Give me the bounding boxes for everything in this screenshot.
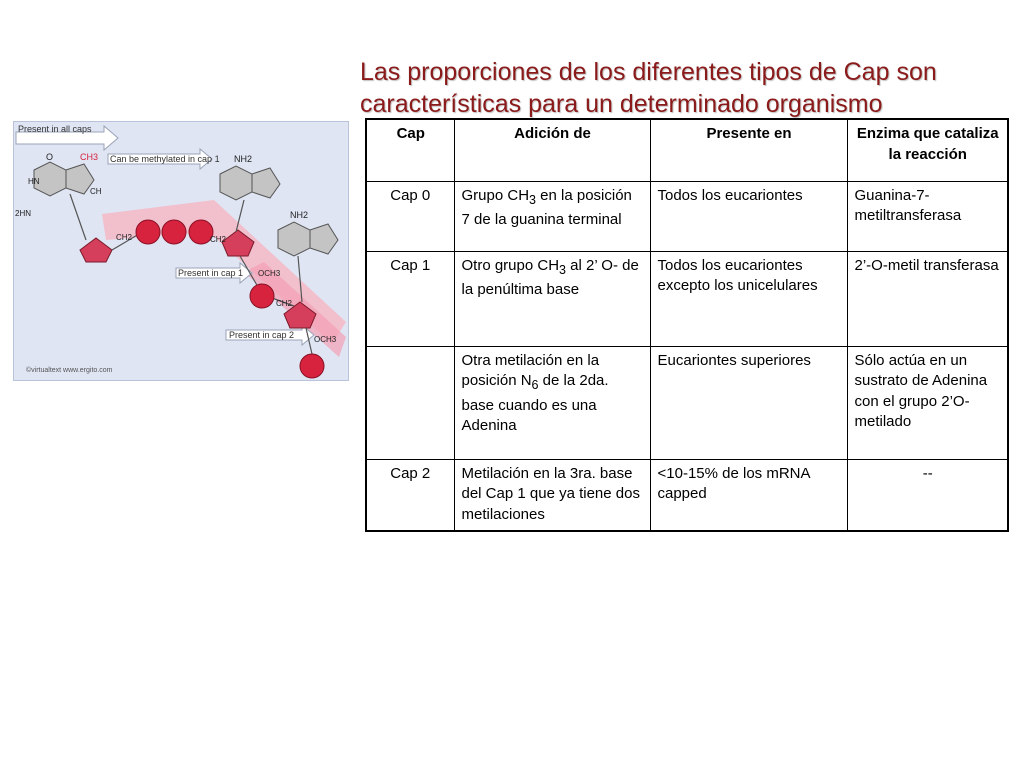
cell-adicion-subscript: 6	[531, 378, 539, 392]
cell-cap: Cap 2	[366, 459, 454, 531]
figure-credit: ©virtualtext www.ergito.com	[26, 367, 113, 374]
slide-title-line-2: características para un determinado organismo	[360, 90, 883, 118]
label-hn: HN	[28, 177, 40, 186]
cell-adicion-text: Grupo CH	[461, 186, 530, 204]
label-och3-b: OCH3	[314, 335, 337, 344]
label-ch2-b: CH2	[210, 235, 227, 244]
phosphate-4	[250, 284, 274, 308]
header-cap: Cap	[366, 119, 454, 181]
header-adicion: Adición de	[454, 119, 650, 181]
cell-presente: Todos los eucariontes excepto los unicelulares	[650, 251, 847, 346]
header-presente: Presente en	[650, 119, 847, 181]
adenine-1-ring-6	[220, 166, 252, 200]
label-present-all-caps: Present in all caps	[18, 124, 92, 134]
label-och3-a: OCH3	[258, 269, 281, 278]
adenine-1-ring-5	[252, 168, 280, 198]
cell-adicion-text: Otro grupo CH	[461, 256, 560, 274]
cell-presente: <10-15% de los mRNA capped	[650, 459, 847, 531]
label-o: O	[46, 152, 54, 162]
phosphate-2	[162, 220, 186, 244]
cell-cap: Cap 1	[366, 251, 454, 346]
cell-adicion	[454, 181, 650, 251]
table-header-row	[366, 119, 1008, 181]
cell-cap: Cap 0	[366, 181, 454, 251]
bond-guanine-sugar	[70, 194, 86, 240]
cell-adicion-text-end: en la posición 7 de la guanina terminal	[461, 186, 632, 228]
cell-enzima: Guanina-7-metiltransferasa	[847, 181, 1008, 251]
label-present-cap1: Present in cap 1	[178, 268, 244, 278]
cell-adicion-text: Otra metilación en la posición N	[461, 351, 600, 389]
cell-enzima: 2’-O-metil transferasa	[847, 251, 1008, 346]
adenine-2-ring-6	[278, 222, 310, 256]
label-h2n: 2HN	[15, 209, 32, 218]
cell-enzima: --	[847, 459, 1008, 531]
cell-presente: Todos los eucariontes	[650, 181, 847, 251]
cap-structure-figure	[13, 121, 349, 381]
table-row	[366, 181, 1008, 251]
cell-presente: Eucariontes superiores	[650, 346, 847, 459]
slide-title	[360, 56, 1010, 120]
label-nh2-a: NH2	[234, 154, 253, 164]
label-present-cap2: Present in cap 2	[229, 330, 295, 340]
phosphate-1	[136, 220, 160, 244]
cell-adicion-text: Metilación en la 3ra. base del Cap 1 que ya tiene dos metilaciones	[461, 464, 640, 523]
slide-title-line-1: Las proporciones de los diferentes tipos de Cap son	[360, 58, 937, 86]
table-row	[366, 346, 1008, 459]
label-ch2-a: CH2	[116, 233, 133, 242]
label-nh2-b: NH2	[290, 210, 309, 220]
table-row	[366, 251, 1008, 346]
cell-adicion-subscript: 3	[559, 262, 566, 277]
label-ch2-c: CH2	[276, 299, 293, 308]
cell-adicion-subscript: 3	[529, 192, 536, 207]
label-methylated-cap1: Can be methylated in cap 1	[110, 154, 220, 164]
adenine-2-ring-5	[310, 224, 338, 254]
cap-structure-diagram	[14, 122, 348, 380]
phosphate-5	[300, 354, 324, 378]
cell-cap	[366, 346, 454, 459]
cell-adicion-text-end: de la 2da. base cuando es una Adenina	[461, 372, 609, 434]
label-ch3: CH3	[80, 152, 99, 162]
cell-enzima: Sólo actúa en un sustrato de Adenina con el grupo 2’O-metilado	[847, 346, 1008, 459]
cell-adicion	[454, 346, 650, 459]
sugar-1	[80, 238, 112, 262]
cell-adicion	[454, 459, 650, 531]
cell-adicion-text-end: al 2’ O- de la penúltima base	[461, 256, 639, 298]
cap-types-table	[365, 118, 1009, 532]
table-row	[366, 459, 1008, 531]
cell-adicion	[454, 251, 650, 346]
header-enzima: Enzima que cataliza la reacción	[847, 119, 1008, 181]
label-ch: CH	[90, 187, 102, 196]
